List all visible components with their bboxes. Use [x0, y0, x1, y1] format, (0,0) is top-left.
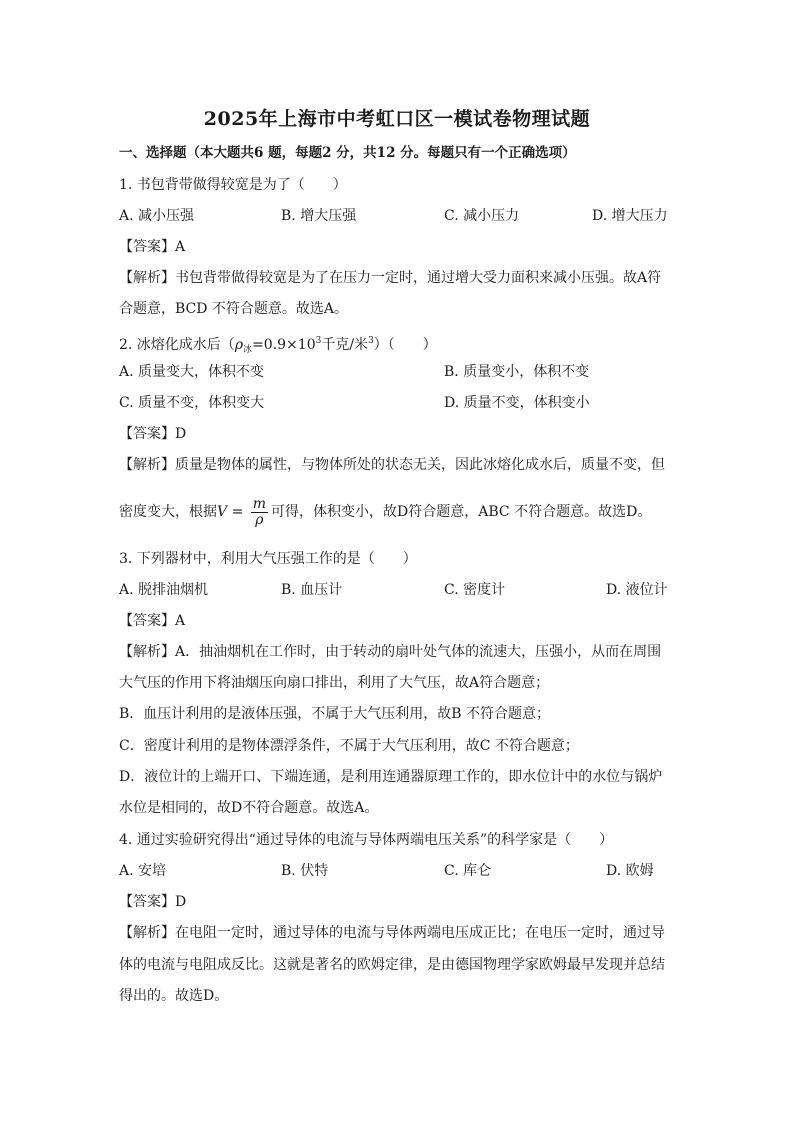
q3-option-d: D. 液位计 — [606, 582, 668, 598]
q4-option-a: A. 安培 — [119, 863, 167, 879]
q2-analysis-prefix: 密度变大，根据 — [119, 504, 217, 520]
q3-stem: 3. 下列器材中，利用大气压强工作的是（ ） — [119, 551, 417, 567]
formula-fraction — [251, 497, 268, 528]
q1-answer: 【答案】A — [119, 239, 186, 255]
q3-analysis-line-5: D．液位计的上端开口、下端连通，是利用连通器原理工作的，即水位计中的水位与锅炉 — [119, 769, 663, 785]
q2-stem — [119, 331, 437, 360]
q2-rho-subscript: 冰 — [243, 345, 253, 355]
section-heading: 一、选择题（本大题共6 题，每题2 分，共12 分。每题只有一个正确选项） — [119, 145, 576, 161]
q3-option-c: C. 密度计 — [444, 582, 506, 598]
q2-analysis-line-2 — [119, 494, 651, 530]
q3-option-b: B. 血压计 — [281, 582, 343, 598]
q3-analysis-line-1: 【解析】A．抽油烟机在工作时，由于转动的扇叶处气体的流速大，压强小，从而在周围 — [119, 644, 662, 660]
q3-analysis-line-4: C．密度计利用的是物体漂浮条件，不属于大气压利用，故C 不符合题意； — [119, 738, 579, 754]
q2-answer: 【答案】D — [119, 426, 187, 442]
q1-option-d: D. 增大压力 — [592, 208, 668, 224]
q4-stem: 4. 通过实验研究得出“通过导体的电流与导体两端电压关系”的科学家是（ ） — [119, 832, 614, 848]
formula-numerator: m — [252, 495, 267, 512]
q2-stem-value: =0.9×10 — [252, 337, 316, 353]
q4-option-c: C. 库仑 — [444, 863, 492, 879]
q2-option-c: C. 质量不变，体积变大 — [119, 395, 265, 411]
q4-option-d: D. 欧姆 — [606, 863, 654, 879]
q2-stem-prefix: 2. 冰熔化成水后（ — [119, 337, 235, 353]
q2-rho-symbol: ρ — [234, 337, 244, 353]
q2-analysis-line-1: 【解析】质量是物体的属性，与物体所处的状态无关，因此冰熔化成水后，质量不变，但 — [119, 457, 665, 473]
q2-analysis-suffix: 可得，体积变小，故D符合题意，ABC 不符合题意。故选D。 — [271, 504, 652, 520]
q4-analysis-line-3: 得出的。故选D。 — [119, 988, 229, 1004]
q2-stem-suffix: ）（ ） — [373, 337, 437, 353]
q1-analysis-line-2: 合题意，BCD 不符合题意。故选A。 — [119, 301, 349, 317]
q3-analysis-line-3: B．血压计利用的是液体压强，不属于大气压利用，故B 不符合题意； — [119, 706, 551, 722]
formula-equals: = — [227, 504, 248, 520]
q2-option-d: D. 质量不变，体积变小 — [444, 395, 590, 411]
q2-option-b: B. 质量变小，体积不变 — [444, 364, 590, 380]
q1-option-c: C. 减小压力 — [444, 208, 520, 224]
q4-option-b: B. 伏特 — [281, 863, 329, 879]
q1-option-a: A. 减小压强 — [119, 208, 195, 224]
q1-option-b: B. 增大压强 — [281, 208, 357, 224]
q3-answer: 【答案】A — [119, 613, 186, 629]
q4-analysis-line-1: 【解析】在电阻一定时，通过导体的电流与导体两端电压成正比；在电压一定时，通过导 — [119, 925, 665, 941]
formula-lhs: V — [217, 504, 228, 520]
page-title: 2025年上海市中考虹口区一模试卷物理试题 — [203, 108, 591, 130]
q2-stem-unit-exponent: 3 — [368, 336, 374, 346]
q3-analysis-line-2: 大气压的作用下将油烟压向扇口排出，利用了大气压，故A符合题意； — [119, 675, 550, 691]
q2-stem-unit: 千克/米 — [321, 337, 369, 353]
q1-analysis-line-1: 【解析】书包背带做得较宽是为了在压力一定时，通过增大受力面积来减小压强。故A符 — [119, 270, 662, 286]
q4-analysis-line-2: 体的电流与电阻成反比。这就是著名的欧姆定律，是由德国物理学家欧姆最早发现并总结 — [119, 957, 665, 973]
q4-answer: 【答案】D — [119, 894, 187, 910]
q2-stem-exponent: 3 — [315, 336, 322, 346]
q1-stem: 1. 书包背带做得较宽是为了（ ） — [119, 177, 347, 193]
q3-analysis-line-6: 水位是相同的，故D不符合题意。故选A。 — [119, 800, 379, 816]
q3-option-a: A. 脱排油烟机 — [119, 582, 209, 598]
q2-option-a: A. 质量变大，体积不变 — [119, 364, 265, 380]
formula-denominator: ρ — [255, 511, 264, 528]
